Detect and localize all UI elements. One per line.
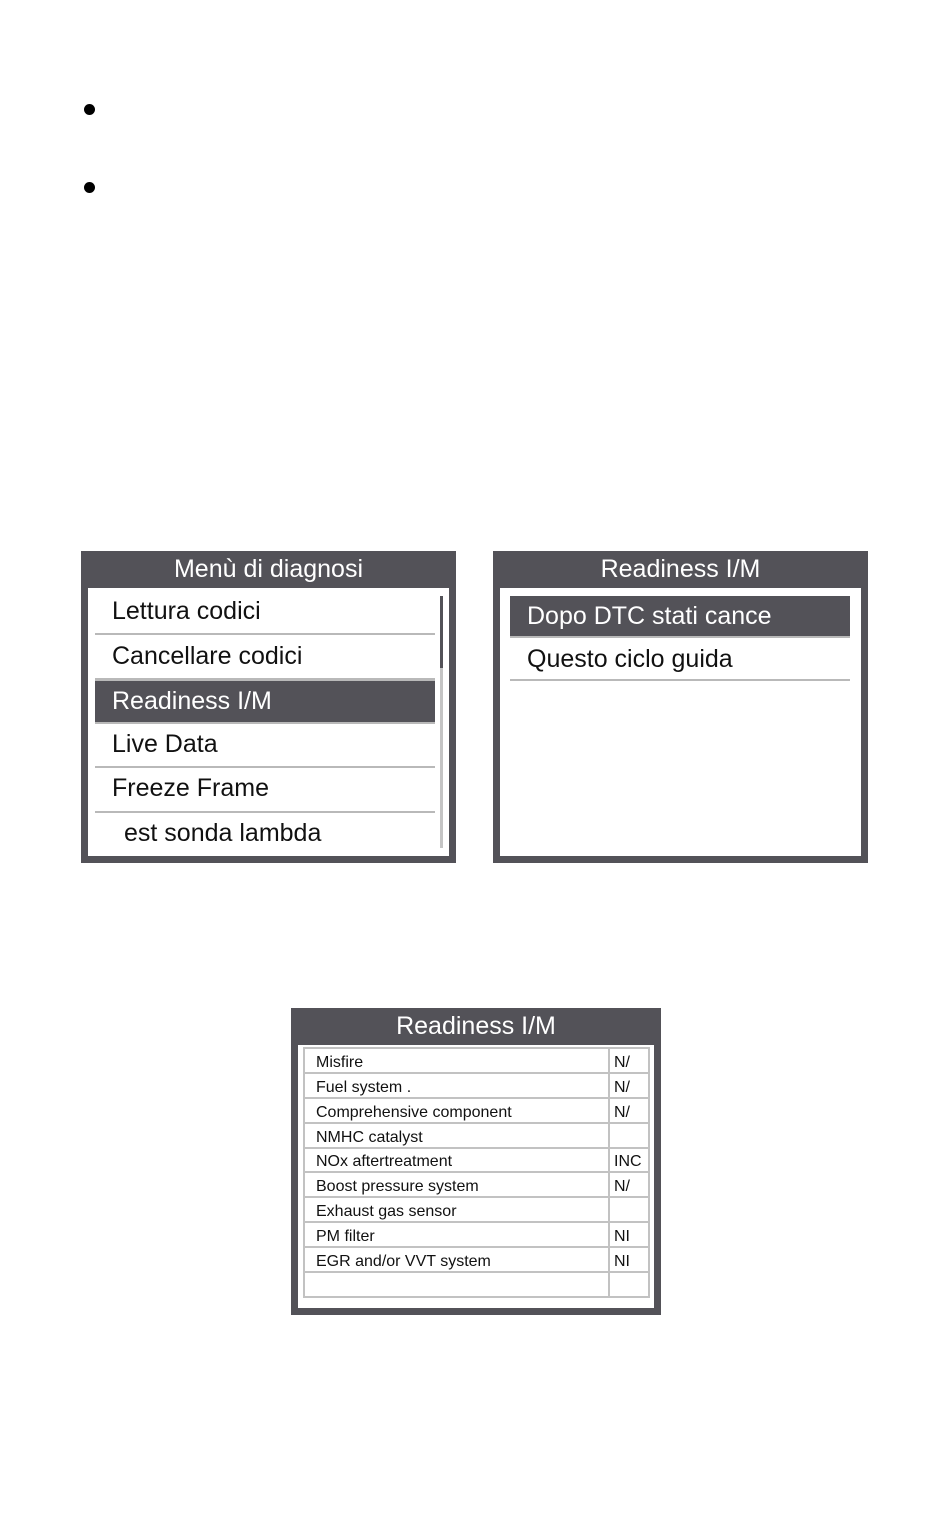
monitor-status-cell — [609, 1123, 649, 1148]
table-row — [304, 1197, 649, 1222]
bullet-point-1 — [84, 104, 95, 115]
monitor-status-cell: NI — [609, 1222, 649, 1247]
monitor-status-cell: N/ — [609, 1172, 649, 1197]
menu-item-cancellare-codici[interactable]: Cancellare codici — [95, 636, 435, 680]
menu-scrollbar-thumb[interactable] — [440, 596, 443, 668]
menu-item-after-dtc-cleared[interactable]: Dopo DTC stati cance — [510, 596, 850, 638]
readiness-table-title: Readiness I/M — [396, 1012, 556, 1040]
monitor-name-cell: Comprehensive component — [304, 1098, 609, 1123]
table-row — [304, 1247, 649, 1272]
monitor-status-cell — [609, 1272, 649, 1297]
monitor-name-cell: PM filter — [304, 1222, 609, 1247]
menu-item-test-sonda-lambda[interactable]: est sonda lambda — [124, 819, 322, 847]
readiness-menu-list — [500, 588, 861, 856]
readiness-table-screen — [291, 1008, 661, 1315]
monitor-status-cell — [609, 1197, 649, 1222]
monitor-name-cell: Boost pressure system — [304, 1172, 609, 1197]
monitor-name-cell: Misfire — [304, 1048, 609, 1073]
table-row — [304, 1148, 649, 1173]
table-row — [304, 1048, 649, 1073]
monitor-name-cell — [304, 1272, 609, 1297]
diagnostic-menu-list — [88, 588, 449, 856]
monitor-name-cell: Fuel system . — [304, 1073, 609, 1098]
menu-item-this-drive-cycle[interactable]: Questo ciclo guida — [510, 639, 850, 681]
menu-item-live-data[interactable]: Live Data — [95, 724, 435, 768]
menu-item-lettura-codici[interactable]: Lettura codici — [95, 591, 435, 635]
readiness-table-body — [298, 1045, 654, 1308]
menu-item-readiness-im[interactable]: Readiness I/M — [95, 679, 435, 724]
monitor-name-cell: NOx aftertreatment — [304, 1148, 609, 1173]
menu-item-freeze-frame[interactable]: Freeze Frame — [95, 768, 435, 813]
table-row — [304, 1222, 649, 1247]
monitor-name-cell: Exhaust gas sensor — [304, 1197, 609, 1222]
readiness-menu-title: Readiness I/M — [600, 555, 761, 583]
monitor-status-cell: N/ — [609, 1098, 649, 1123]
diagnostic-menu-screen — [81, 551, 456, 863]
table-row — [304, 1073, 649, 1098]
readiness-menu-screen — [493, 551, 868, 863]
table-row — [304, 1123, 649, 1148]
monitor-status-cell: INC — [609, 1148, 649, 1173]
monitor-name-cell: EGR and/or VVT system — [304, 1247, 609, 1272]
monitor-status-cell: N/ — [609, 1073, 649, 1098]
monitor-name-cell: NMHC catalyst — [304, 1123, 609, 1148]
table-row — [304, 1272, 649, 1297]
diagnostic-menu-title: Menù di diagnosi — [173, 555, 363, 583]
readiness-status-table — [303, 1047, 650, 1298]
table-row — [304, 1172, 649, 1197]
bullet-point-2 — [84, 182, 95, 193]
table-row — [304, 1098, 649, 1123]
monitor-status-cell: NI — [609, 1247, 649, 1272]
monitor-status-cell: N/ — [609, 1048, 649, 1073]
